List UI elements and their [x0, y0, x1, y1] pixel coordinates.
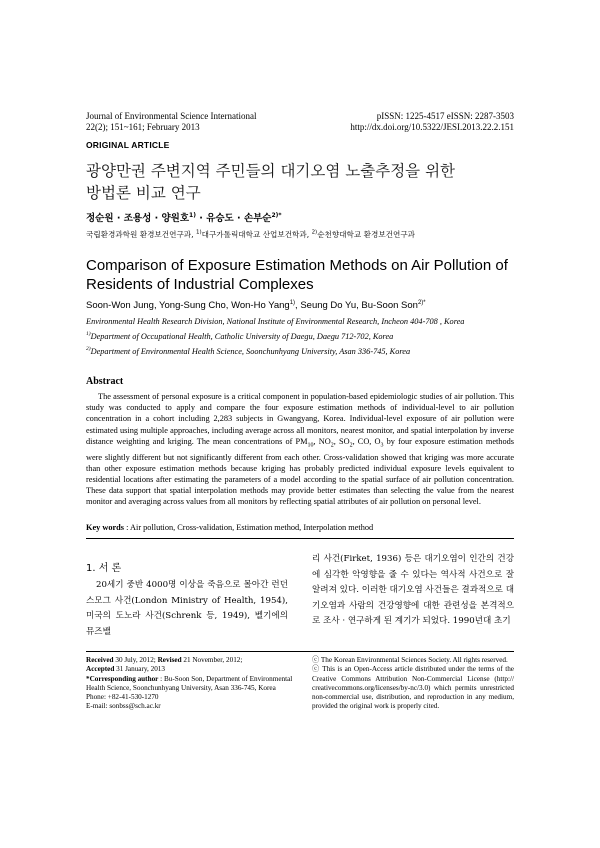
abstract-part4: , CO, O: [352, 436, 381, 446]
divider: [86, 538, 514, 539]
copyright: ⓒ The Korean Environmental Sciences Society. All rights reserved.: [312, 656, 508, 664]
abstract-sub4: 3: [380, 442, 384, 449]
abstract-heading: Abstract: [86, 376, 124, 387]
korean-title-line1: 광양만권 주변지역 주민들의 대기오염 노출추정을 위한: [86, 162, 456, 180]
korean-affil-a: 국립환경과학원 환경보건연구과,: [86, 230, 196, 239]
received-date: 30 July, 2012;: [113, 656, 158, 664]
keywords: [86, 523, 514, 532]
keywords-text: : Air pollution, Cross-validation, Estimation method, Interpolation method: [124, 523, 374, 532]
abstract-sub1: 10: [307, 442, 314, 449]
accepted-date: 31 January, 2013: [114, 665, 165, 674]
abstract-part5: by four exposure estimation methods were slightly different but not significantly different from each other. Cross-validation showed that kriging was more accurate than other exposure estimation methods because kriging has probably predicted individual exposure levels equivalent to residential locations after estimating the parameters of a model according to the spatial surface of air pollution concentration. These data support that spatial interpolation methods may provide better estimates than selecting the value from the nearest monitor and averaging across values from all monitors by reflecting spatial attributes of air pollution on personal level.: [86, 436, 514, 507]
affiliation-3-sup: 2): [86, 345, 91, 352]
abstract-sub3: 2: [349, 442, 353, 449]
english-authors-a: Soon-Won Jung, Yong-Sung Cho, Won-Ho Yang: [86, 300, 290, 312]
english-authors-sup1: 1): [289, 300, 296, 306]
journal-issue: 22(2); 151~161; February 2013: [86, 122, 200, 132]
affiliation-2-sup: 1): [86, 331, 91, 337]
revised-date: 21 November, 2012;: [181, 656, 243, 664]
korean-title: [86, 160, 526, 204]
english-authors: [86, 300, 426, 311]
abstract-body: [86, 391, 514, 508]
abstract-part1: The assessment of personal exposure is a critical component in population-based epidemiologic studies of air pollution. This study was conducted to apply and compare the four exposure estimation methods of individual-level to air pollution concentration in a cohort including 2,283 subjects in Gwangyang, Korea. Individual-level exposure of air pollution were estimated using multiple approaches, including average across all monitors, nearest monitor, and spatial interpolation by inverse distance weighting and kriging. The mean concentrations of PM: [86, 392, 514, 446]
korean-authors-a: 정순원 · 조용성 · 양원호: [86, 213, 190, 224]
body-left-column: 20세기 중반 4000명 이상을 죽음으로 몰아간 런던 스모그 사건(London Ministry of Health, 1954), 미국의 도노라 사건(Schrenk 등, 1949), 벨기에의 뮤즈밸: [86, 580, 288, 637]
article-type: ORIGINAL ARTICLE: [86, 140, 170, 150]
korean-authors: [86, 210, 282, 224]
affiliation-2: [86, 328, 526, 343]
revised-label: Revised: [157, 656, 182, 664]
received-label: Received: [86, 656, 114, 664]
english-title-line2: Residents of Industrial Complexes: [86, 276, 314, 293]
email[interactable]: E-mail: sonbss@sch.ac.kr: [86, 702, 161, 711]
korean-authors-b: · 유승도 · 손부순: [195, 213, 272, 224]
footnote-license: [312, 656, 514, 712]
english-authors-b: , Seung Do Yu, Bu-Soon Son: [295, 300, 418, 312]
license: ⓒ This is an Open-Access article distributed under the terms of the Creative Commons Attribution Non-Commercial License (http:// creativecommons.org/licenses/by-nc/3.0) which permits unrestricted non-commercial use, distribution, and reproduction in any medium, provided the original work is properly cited.: [312, 665, 514, 711]
footnote-divider: [86, 651, 514, 652]
affiliation-2-text: Department of Occupational Health, Catholic University of Daegu, Daegu 712-702, Korea: [90, 331, 394, 341]
doi-link[interactable]: http://dx.doi.org/10.5322/JESI.2013.22.2.151: [350, 122, 514, 132]
korean-authors-sup1: 1): [189, 211, 196, 219]
affiliation-3-text: Department of Environmental Health Science, Soonchunhyang University, Asan 336-745, Korea: [90, 346, 411, 356]
korean-affil-b: 대구가톨릭대학교 산업보건학과,: [201, 230, 312, 239]
korean-affiliations: [86, 229, 415, 240]
english-authors-sup2: 2)*: [417, 300, 426, 306]
phone: Phone: +82-41-530-1270: [86, 693, 159, 702]
footnote-dates: [86, 656, 296, 712]
journal-name: Journal of Environmental Science International: [86, 111, 257, 121]
abstract-sub2: 2: [330, 442, 334, 449]
accepted-label: Accepted: [86, 665, 115, 674]
abstract-part3: , SO: [333, 436, 350, 446]
journal-ids: [350, 111, 514, 133]
corresponding-author: : Bu-Soon Son, Department of Environmental Health Science, Soonchunhyang University, Asan 336-745, Korea: [86, 674, 293, 692]
english-title: [86, 256, 526, 294]
journal-header: [86, 111, 256, 133]
english-title-line1: Comparison of Exposure Estimation Methods on Air Pollution of: [86, 257, 508, 274]
korean-affil-c: 순천향대학교 환경보건연구과: [317, 230, 415, 239]
keywords-label: Key words: [86, 523, 125, 532]
affiliation-1: Environmental Health Research Division, National Institute of Environmental Research, Incheon 404-708 , Korea: [86, 317, 465, 326]
section-heading: 1. 서 론: [86, 563, 122, 574]
affiliation-3: [86, 343, 526, 358]
body-right-column: 리 사건(Firket, 1936) 등은 대기오염이 인간의 건강에 심각한 악영향을 줄 수 있다는 역사적 사건으로 잘 알려져 있다. 이러한 대기오염 사건들은 결과적으로 대기오염과 사람의 건강영향에 대한 관련성을 본격적으로 조사 · 연구하게 된 계기가 되었다. 1990년대 초기: [312, 554, 514, 627]
issn: pISSN: 1225-4517 eISSN: 2287-3503: [376, 111, 514, 121]
english-affiliations: [86, 316, 526, 358]
korean-authors-sup2: 2)*: [271, 211, 282, 219]
korean-affil-sup2: 2): [311, 229, 318, 236]
abstract-part2: , NO: [313, 436, 331, 446]
korean-affil-sup1: 1): [195, 229, 202, 236]
korean-title-line2: 방법론 비교 연구: [86, 184, 201, 202]
corresponding-label: *Corresponding author: [86, 674, 159, 683]
